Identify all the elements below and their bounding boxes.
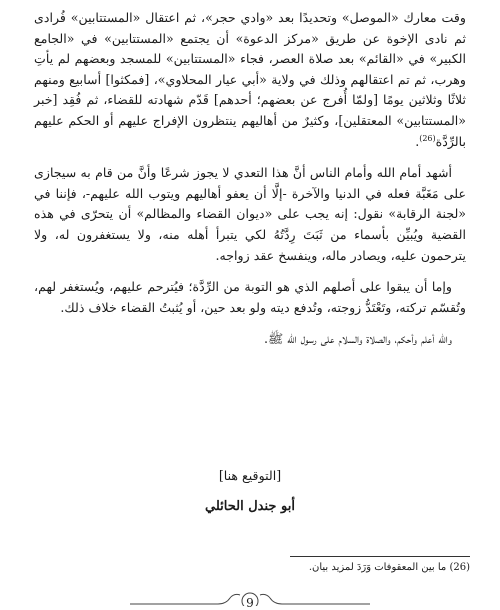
paragraph-3: وإما أن يبقوا على أصلهم الذي هو التوبة من الرِّدَّة؛ فيُترحم عليهم، ويُستغفر لهم، وتُقسّم تركته، وتَعْتَدُّ زوجته، وتُدفع ديته ولو بعد حين، أو يُثبتُ القضاء خلاف ذلك.: [34, 279, 466, 315]
paragraph-4: والله أعلم وأحكم، والصلاة والسلام على رسول الله ﷺ.: [264, 331, 452, 347]
paragraph-2: أشهد أمام الله وأمام الناس أنَّ هذا التعدي لا يجوز شرعًا وأنَّ من قام به سيجازى على مَغَبَّة فعله في الدنيا والآخرة -إلَّا أن يعفو أهاليهم ويتوب الله عليهم-، فإننا في «لجنة الرقابة» نقول: إنه يجب على «ديوان القضاء والمظالم» أن يتحرّى في هذه القضية ويُبيِّن بأسماء من ثَبَتَ رِدَّتُهُ لكي يتبرأ أهله منه، ولا يستغفرون له، ولا يترحمون عليه، ويصادر ماله، وينفسخ عقد زواجه.: [34, 165, 466, 263]
signatory-name: أبو جندل الحائلي: [205, 499, 295, 514]
page-number: 9: [246, 596, 254, 610]
body-text: [34, 8, 466, 361]
footnote-reference: (26): [419, 133, 436, 143]
paragraph-1-text: وقت معارك «الموصل» وتحديدًا بعد «وادي حجر»، ثم اعتقال «المستتابين» فُرادى ثم نادى الإخوة عن طريق «مركز الدعوة» أن يجتمع «المستتابين» في «الجامع الكبير» في «القائم» بعد صلاة العصر، فجاء «المستتابين» للمسجد وبعضهم لم يأتِ وهرب، ثم تم اعتقالهم وذلك في ولاية «أبي عيار المحلاوي»، [فمكثوا] أسابيع ومنهم ثلاثًا وثلاثين يومًا [ولمّا أُفرج عن بعضهم؛ أحدهم] قَدّم شهادته للقضاء، ثم فُقِد [خبر «المستتابين» المعتقلين]، وكثيرٌ من أهاليهم ينتظرون الإفراج عليهم أو الحكم عليهم بالرِّدَّة: [34, 10, 466, 149]
paragraph-1: وقت معارك «الموصل» وتحديدًا بعد «وادي حجر»، ثم اعتقال «المستتابين» فُرادى ثم نادى الإخوة عن طريق «مركز الدعوة» أن يجتمع «المستتابين» في «الجامع الكبير» في «القائم» بعد صلاة العصر، فجاء «المستتابين» للمسجد وبعضهم لم يأتِ وهرب، ثم تم اعتقالهم وذلك في ولاية «أبي عيار المحلاوي»، [فمكثوا] أسابيع ومنهم ثلاثًا وثلاثين يومًا [ولمّا أُفرج عن بعضهم؛ أحدهم] قَدّم شهادته للقضاء، ثم فُقِد [خبر «المستتابين» المعتقلين]، وكثيرٌ من أهاليهم ينتظرون الإفراج عليهم أو الحكم عليهم بالرِّدَّة$^{(26)}$.: [34, 10, 466, 149]
footnote-divider: [290, 556, 470, 557]
signature-block: [0, 468, 500, 514]
footnote: (26) ما بين المعقوفات وَرَدَ لمزيد بيان.: [308, 562, 470, 573]
signature-placeholder: [التوقيع هنا]: [218, 468, 282, 483]
